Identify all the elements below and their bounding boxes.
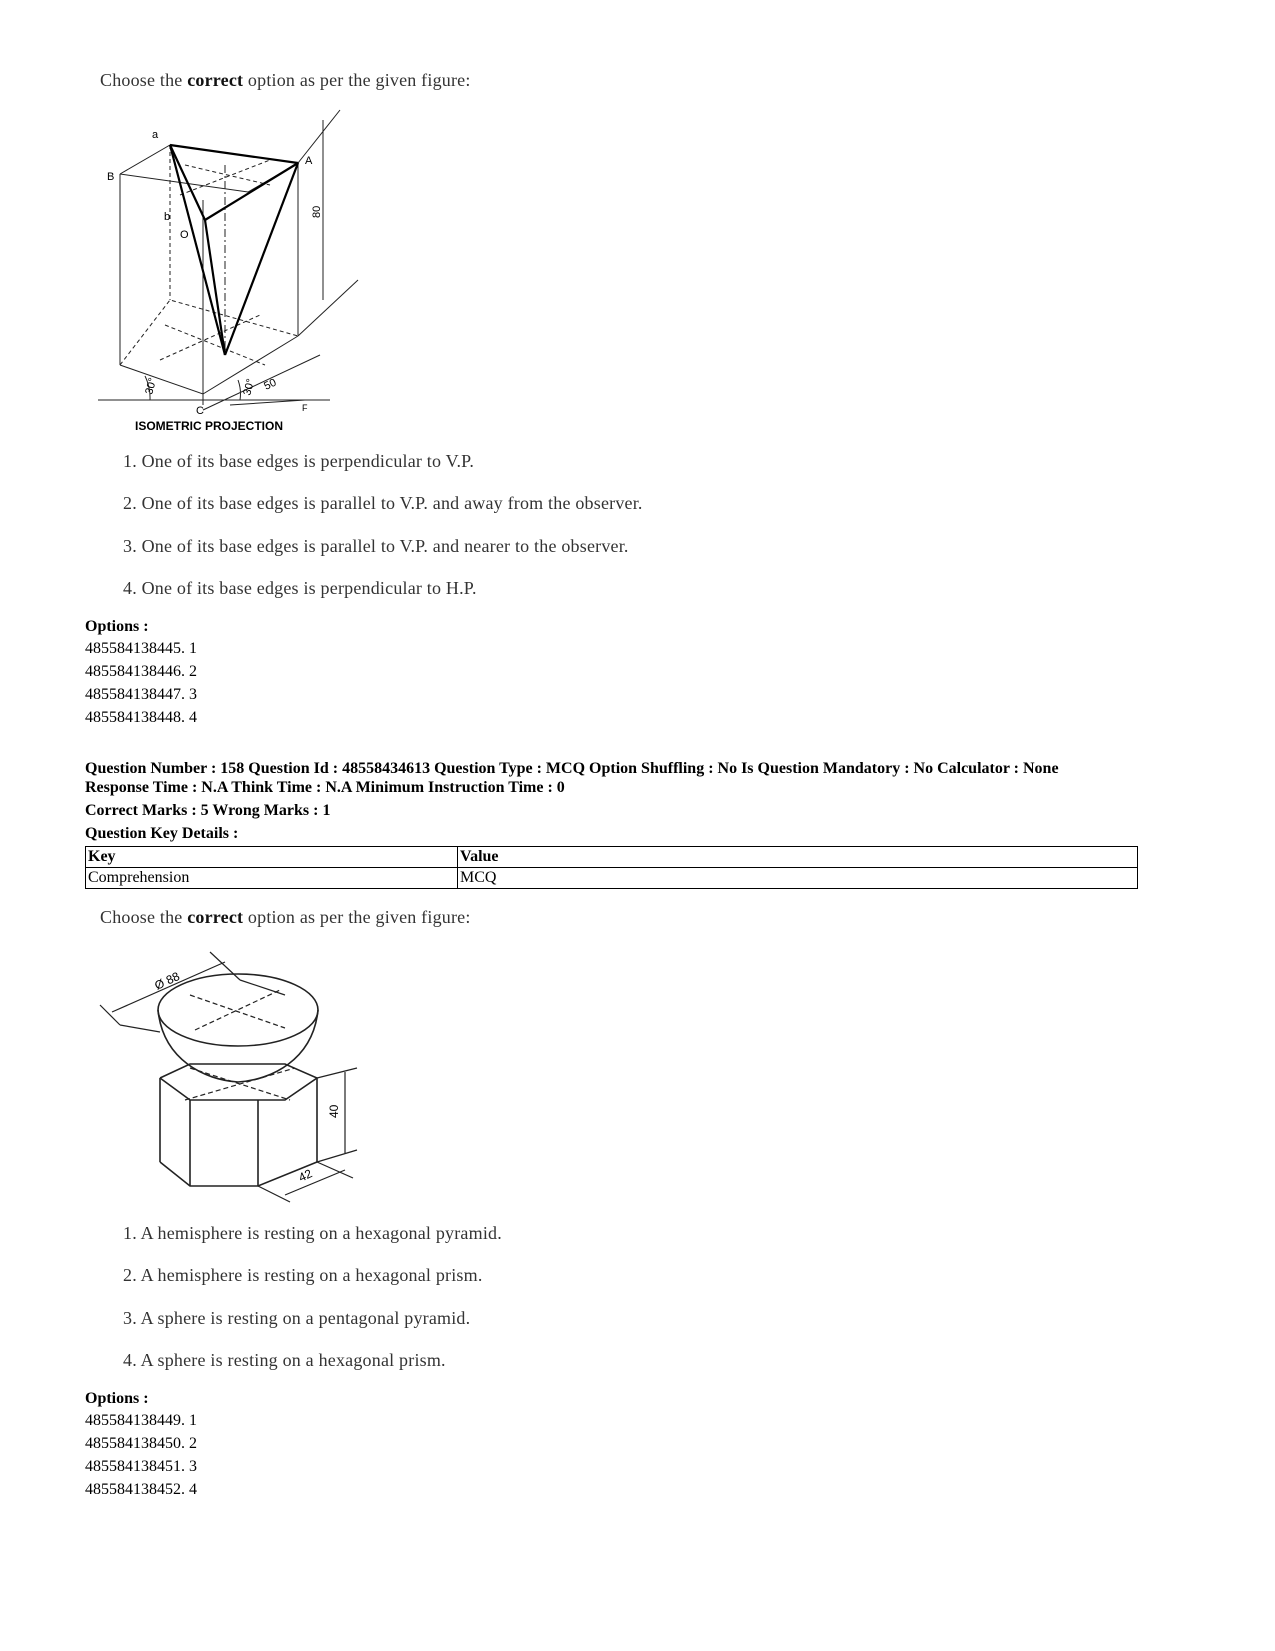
q1-label-O: O [180, 229, 189, 241]
q1-pyramid-edge [170, 145, 298, 163]
q2-option-2: 485584138450. 2 [85, 1435, 197, 1452]
q2-prompt [100, 907, 471, 928]
q2-dim-diameter: Ø 88 [152, 969, 182, 993]
q1-option-3: 485584138447. 3 [85, 686, 197, 703]
q2-meta-line2: Response Time : N.A Think Time : N.A Minimum Instruction Time : 0 [85, 779, 565, 796]
q1-dim-height: 80 [311, 205, 323, 218]
q1-top-diagonal [185, 165, 270, 185]
q2-prompt-bold: correct [187, 907, 244, 927]
q1-angle-right: 30° [241, 377, 258, 397]
q1-label-B: B [107, 171, 115, 183]
q2-prism-bottom [160, 1162, 317, 1186]
table-header-value: Value [458, 847, 1138, 868]
q2-extension-line [240, 980, 285, 995]
q1-pyramid-edge [205, 163, 298, 220]
q2-options-list [85, 1409, 197, 1501]
q2-choice-1: 1. A hemisphere is resting on a hexagonal pyramid. [123, 1223, 502, 1243]
q2-extension-line [317, 1162, 353, 1178]
q1-prompt-pre: Choose the [100, 70, 188, 90]
table-header-key: Key [86, 847, 458, 868]
q2-marks: Correct Marks : 5 Wrong Marks : 1 [85, 802, 331, 819]
q2-rim-diagonal [195, 990, 280, 1030]
table-row [86, 868, 1138, 889]
q2-choice-4: 4. A sphere is resting on a hexagonal prism. [123, 1350, 446, 1370]
q2-extension-line [317, 1150, 357, 1162]
q1-option-2: 485584138446. 2 [85, 663, 197, 680]
q2-extension-line [317, 1068, 357, 1078]
q2-hemisphere-rim [158, 974, 318, 1046]
q1-label-b: b [164, 211, 171, 223]
q1-choice-2: 2. One of its base edges is parallel to V.P. and away from the observer. [123, 493, 643, 513]
q2-rim-diagonal [190, 995, 285, 1028]
q2-option-3: 485584138451. 3 [85, 1458, 197, 1475]
q1-base-diagonal [160, 315, 260, 360]
q1-label-F: F [302, 403, 308, 413]
q1-options-list [85, 637, 197, 729]
q2-dim-side: 42 [296, 1166, 315, 1185]
q2-choice-3: 3. A sphere is resting on a pentagonal pyramid. [123, 1308, 471, 1328]
q1-prompt [100, 70, 471, 91]
q1-figure-caption: ISOMETRIC PROJECTION [135, 419, 284, 433]
q1-label-A: A [305, 155, 313, 167]
q2-dim-height: 40 [327, 1104, 341, 1118]
q1-label-a: a [152, 129, 159, 141]
q2-prompt-pre: Choose the [100, 907, 188, 927]
q2-option-4: 485584138452. 4 [85, 1481, 197, 1498]
q2-dimension-line [285, 1170, 345, 1195]
q1-option-1: 485584138445. 1 [85, 640, 197, 657]
table-header-row [86, 847, 1138, 868]
q1-angle-arc [238, 380, 240, 400]
q2-meta [85, 759, 1205, 797]
table-cell-value: MCQ [458, 868, 1138, 889]
q2-key-details-table [85, 846, 1138, 889]
q1-extension-line [298, 280, 358, 336]
q2-meta-line1: Question Number : 158 Question Id : 48558434613 Question Type : MCQ Option Shuffling : No Is Question Mandatory : No Calculator : None [85, 760, 1059, 777]
q2-choice-2: 2. A hemisphere is resting on a hexagonal prism. [123, 1265, 483, 1285]
q1-extension-line [230, 400, 305, 405]
q2-prompt-post: option as per the given figure: [243, 907, 471, 927]
q1-base-diagonal [165, 325, 265, 365]
table-cell-key: Comprehension [86, 868, 458, 889]
q2-option-1: 485584138449. 1 [85, 1412, 197, 1429]
q1-label-C: C [196, 405, 204, 417]
q1-box-bottom-hidden [120, 300, 298, 365]
q2-key-details-title: Question Key Details : [85, 825, 239, 842]
q2-options-title: Options : [85, 1390, 149, 1407]
q1-prompt-bold: correct [187, 70, 244, 90]
q1-option-4: 485584138448. 4 [85, 709, 197, 726]
q2-extension-line [100, 1005, 120, 1025]
q1-angle-left: 30° [143, 376, 160, 396]
q2-extension-line [120, 1025, 160, 1032]
q1-isometric-figure [90, 100, 390, 450]
q1-box-top [120, 145, 298, 192]
q1-choice-3: 3. One of its base edges is parallel to V.P. and nearer to the observer. [123, 536, 629, 556]
q1-dim-side: 50 [262, 376, 279, 393]
q1-pyramid-edge [170, 145, 225, 355]
q2-hemisphere-figure [95, 950, 375, 1210]
q1-prompt-post: option as per the given figure: [243, 70, 471, 90]
q1-choice-4: 4. One of its base edges is perpendicular to H.P. [123, 578, 477, 598]
q2-extension-line [258, 1186, 290, 1202]
q1-choice-1: 1. One of its base edges is perpendicular to V.P. [123, 451, 475, 471]
q1-options-title: Options : [85, 618, 149, 635]
